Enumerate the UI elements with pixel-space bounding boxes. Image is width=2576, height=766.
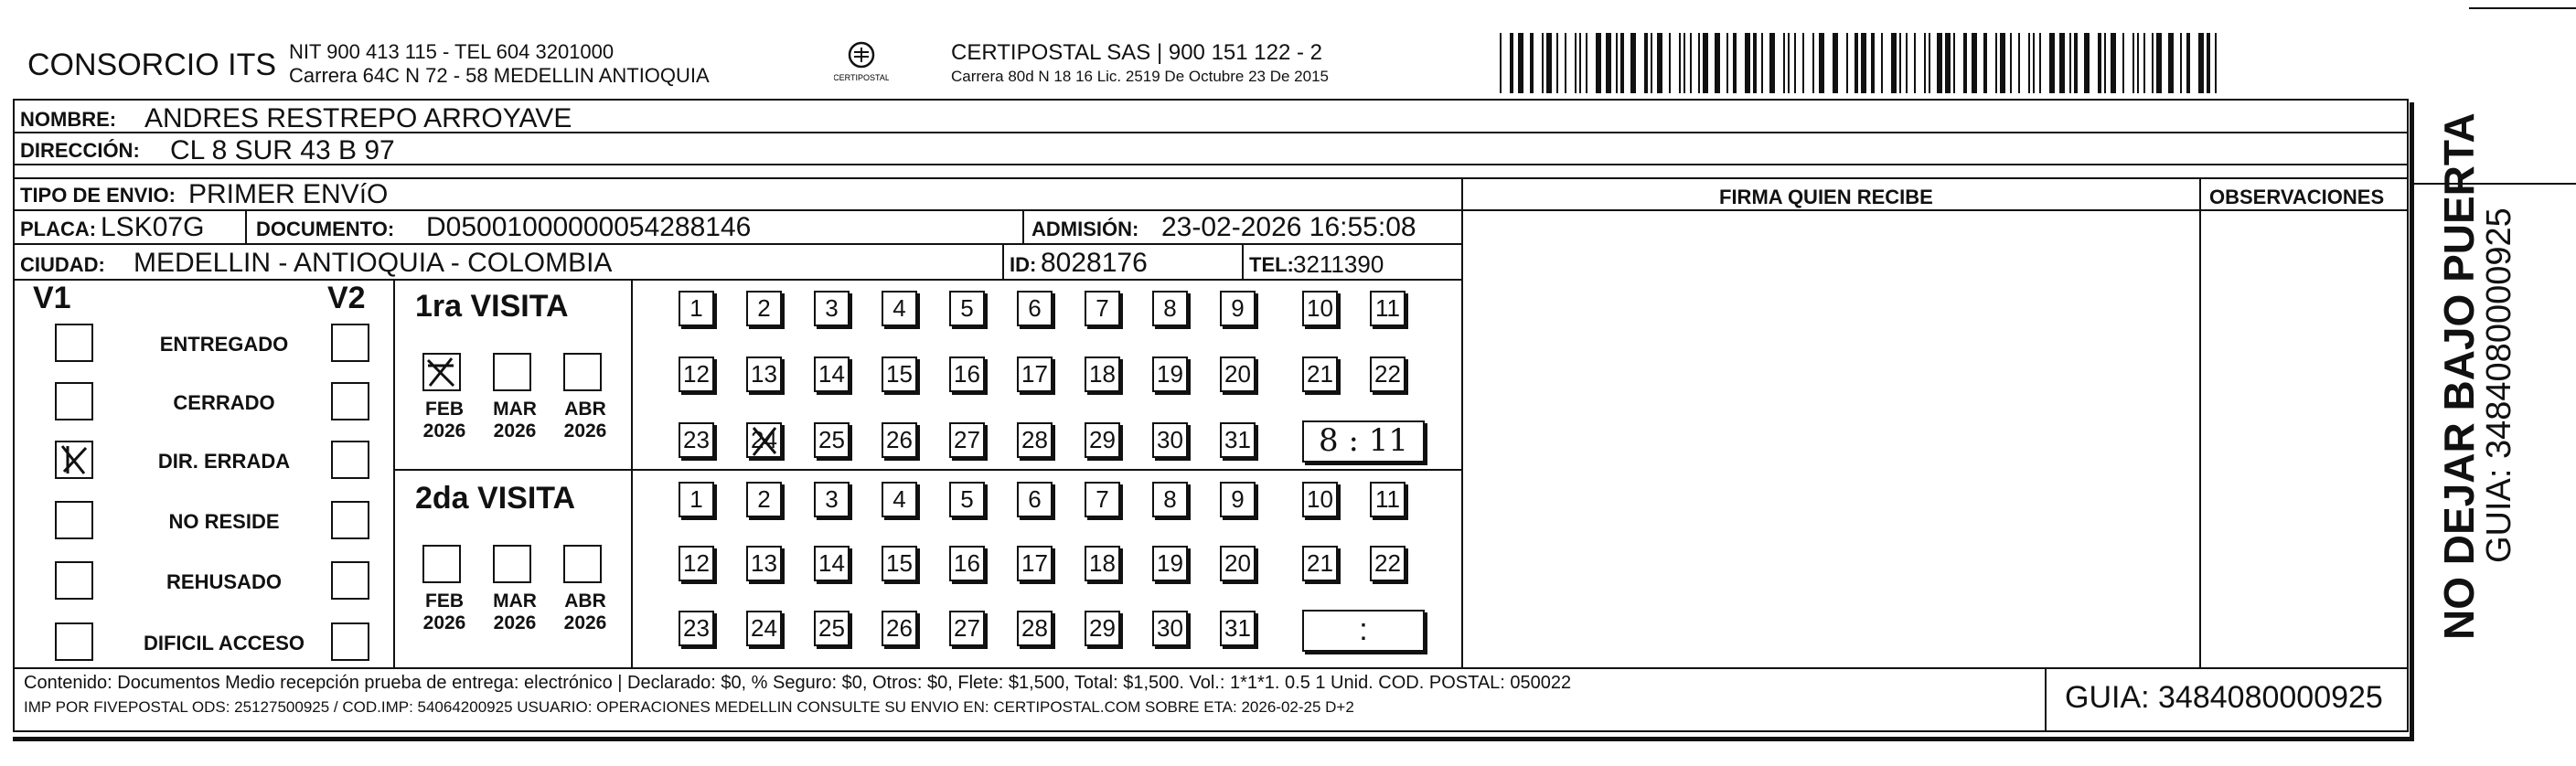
day-box[interactable]: 25 xyxy=(814,611,850,646)
barcode-bar xyxy=(1733,33,1737,93)
barcode-bar xyxy=(2049,33,2055,93)
barcode-bar xyxy=(1995,33,1997,93)
day-box[interactable]: 16 xyxy=(949,356,985,392)
barcode-bar xyxy=(1651,33,1652,93)
status-option-label: CERRADO xyxy=(173,391,275,414)
day-box[interactable]: 14 xyxy=(814,546,850,581)
col-line xyxy=(393,279,395,667)
barcode-bar xyxy=(2039,33,2041,93)
month-name: MAR xyxy=(493,399,537,420)
barcode-bar xyxy=(1683,33,1685,93)
first-visit-title: 1ra VISITA xyxy=(415,289,569,324)
day-box[interactable]: 21 xyxy=(1302,546,1338,581)
v2-checkbox[interactable] xyxy=(331,561,369,600)
v2-checkbox[interactable] xyxy=(331,622,369,661)
day-box[interactable]: 3 xyxy=(814,482,850,517)
barcode-bar xyxy=(1783,33,1785,93)
barcode-bar xyxy=(2084,33,2090,93)
id-value: 8028176 xyxy=(1041,248,1148,278)
barcode-bar xyxy=(1630,33,1636,93)
col-line xyxy=(1022,209,1024,243)
barcode-bar xyxy=(1929,33,1930,93)
day-box[interactable]: 12 xyxy=(679,356,714,392)
day-box[interactable]: 7 xyxy=(1085,482,1120,517)
status-option-label: ENTREGADO xyxy=(159,333,289,356)
barcode-bar xyxy=(2180,33,2182,93)
day-box[interactable]: 23 xyxy=(679,611,714,646)
side-notice: NO DEJAR BAJO PUERTA xyxy=(2435,112,2483,640)
nombre-value: ANDRES RESTREPO ARROYAVE xyxy=(144,103,572,133)
day-box[interactable]: 27 xyxy=(949,422,985,458)
v1-checkbox[interactable] xyxy=(55,501,93,539)
v2-checkbox[interactable] xyxy=(331,441,369,479)
row-line xyxy=(1463,209,2409,211)
direccion-value: CL 8 SUR 43 B 97 xyxy=(170,135,395,165)
month-year: 2026 xyxy=(493,612,537,633)
col-line xyxy=(631,279,633,667)
day-box[interactable]: 26 xyxy=(882,422,917,458)
day-box[interactable]: 13 xyxy=(746,356,782,392)
barcode-bar xyxy=(1983,33,1987,93)
day-box[interactable]: 31 xyxy=(1220,422,1256,458)
x-mark-icon xyxy=(424,355,459,389)
day-box[interactable]: 2 xyxy=(746,482,782,517)
status-option-label: NO RESIDE xyxy=(168,510,280,533)
day-box[interactable]: 28 xyxy=(1017,422,1053,458)
status-option-label: REHUSADO xyxy=(166,570,282,593)
barcode-bar xyxy=(1861,33,1866,93)
day-box[interactable]: 30 xyxy=(1152,422,1188,458)
barcode-bar xyxy=(1891,33,1897,93)
admision-value: 23-02-2026 16:55:08 xyxy=(1161,212,1416,242)
barcode-bar xyxy=(1819,33,1824,93)
barcode-bar xyxy=(1745,33,1750,93)
day-box[interactable]: 6 xyxy=(1017,291,1053,326)
barcode-bar xyxy=(1644,33,1648,93)
day-box[interactable]: 2 xyxy=(746,291,782,326)
day-box[interactable]: 5 xyxy=(949,482,985,517)
v2-checkbox[interactable] xyxy=(331,324,369,362)
month-year: 2026 xyxy=(563,612,607,633)
month-name: MAR xyxy=(493,590,537,612)
barcode-bar xyxy=(1794,33,1796,93)
day-box[interactable]: 22 xyxy=(1370,546,1406,581)
day-box-checked[interactable]: 24 xyxy=(746,422,782,458)
month-year: 2026 xyxy=(563,420,607,442)
day-box[interactable]: 11 xyxy=(1370,482,1406,517)
barcode-bar xyxy=(1899,33,1901,93)
second-visit-time[interactable] xyxy=(1302,610,1425,652)
day-box[interactable]: 26 xyxy=(882,611,917,646)
barcode-bar xyxy=(1546,33,1552,93)
v1-checkbox-checked[interactable] xyxy=(55,441,93,479)
barcode-bar xyxy=(2018,33,2020,93)
col-line xyxy=(1242,243,1244,279)
barcode-bar xyxy=(2207,33,2210,93)
barcode-bar xyxy=(1690,33,1692,93)
col-line xyxy=(2199,177,2201,667)
month-year: 2026 xyxy=(493,420,537,442)
month-name: ABR xyxy=(564,399,606,420)
barcode-bar xyxy=(1914,33,1916,93)
day-box[interactable]: 27 xyxy=(949,611,985,646)
barcode-bar xyxy=(1812,33,1814,93)
day-box[interactable]: 17 xyxy=(1017,356,1053,392)
firma-header: FIRMA QUIEN RECIBE xyxy=(1719,186,1933,208)
second-visit-title: 2da VISITA xyxy=(415,481,576,516)
barcode-bar xyxy=(1575,33,1577,93)
barcode-bar xyxy=(2000,33,2005,93)
first-visit-time-value: 8 : 11 xyxy=(1319,422,1408,459)
month-checkbox-abr[interactable] xyxy=(563,353,602,391)
barcode-bar xyxy=(1579,33,1581,93)
day-box[interactable]: 9 xyxy=(1220,482,1256,517)
footer-guia: GUIA: 3484080000925 xyxy=(2065,680,2383,715)
day-box[interactable]: 5 xyxy=(949,291,985,326)
day-box[interactable]: 25 xyxy=(814,422,850,458)
barcode-bar xyxy=(2143,33,2145,93)
day-box[interactable]: 30 xyxy=(1152,611,1188,646)
side-guia: GUIA: 3484080000925 xyxy=(2480,207,2518,563)
x-mark-icon xyxy=(57,442,91,477)
barcode-bar xyxy=(1715,33,1720,93)
v2-checkbox[interactable] xyxy=(331,382,369,420)
bottom-shadow xyxy=(13,737,2414,741)
row-line xyxy=(13,279,1462,281)
day-box[interactable]: 10 xyxy=(1302,291,1338,326)
barcode-bar xyxy=(1906,33,1908,93)
row-line xyxy=(13,243,1462,245)
barcode-bar xyxy=(1963,33,1967,93)
day-box[interactable]: 7 xyxy=(1085,291,1120,326)
month-name: FEB xyxy=(425,590,464,612)
month-checkbox-feb[interactable] xyxy=(422,545,461,583)
nombre-label: NOMBRE: xyxy=(20,108,117,131)
col-line xyxy=(2045,667,2047,732)
barcode-bar xyxy=(2198,33,2204,93)
day-box[interactable]: 20 xyxy=(1220,356,1256,392)
second-visit-time-value: : xyxy=(1359,612,1368,647)
ciudad-label: CIUDAD: xyxy=(20,253,105,276)
day-box[interactable]: 15 xyxy=(882,356,917,392)
row-line xyxy=(1463,177,2409,179)
barcode-bar xyxy=(1788,33,1790,93)
first-visit-time[interactable] xyxy=(1302,420,1425,463)
barcode-bar xyxy=(1769,33,1775,93)
day-box[interactable]: 18 xyxy=(1085,546,1120,581)
barcode-bar xyxy=(1606,33,1611,93)
day-box[interactable]: 15 xyxy=(882,546,917,581)
footer-line-1: Contenido: Documentos Medio recepción prueba de entrega: electrónico | Declarado: $0, % Seguro: $0, Otros: $0, Flete: $1,500, Total: $1,500. Vol.: 1*1*1. 0.5 1 Unid. COD. POSTAL: 050022 xyxy=(24,673,1572,693)
barcode-bar xyxy=(2122,33,2124,93)
license-line: Carrera 80d N 18 16 Lic. 2519 De Octubre 23 De 2015 xyxy=(951,68,1329,85)
day-box[interactable]: 9 xyxy=(1220,291,1256,326)
documento-label: DOCUMENTO: xyxy=(256,218,395,240)
day-box[interactable]: 1 xyxy=(679,482,714,517)
barcode-bar xyxy=(2098,33,2101,93)
barcode-bar xyxy=(2033,33,2035,93)
col-line xyxy=(1002,243,1004,279)
placa-label: PLACA: xyxy=(20,218,97,240)
barcode-bar xyxy=(1937,33,1942,93)
barcode-bar xyxy=(1565,33,1566,93)
day-box[interactable]: 17 xyxy=(1017,546,1053,581)
status-option-label: DIR. ERRADA xyxy=(157,450,291,473)
day-box[interactable]: 23 xyxy=(679,422,714,458)
barcode-bar xyxy=(1556,33,1558,93)
admision-label: ADMISIÓN: xyxy=(1031,218,1139,240)
day-box[interactable]: 12 xyxy=(679,546,714,581)
month-year: 2026 xyxy=(422,420,466,442)
day-box[interactable]: 14 xyxy=(814,356,850,392)
barcode-bar xyxy=(1510,33,1513,93)
col-line xyxy=(1461,177,1463,667)
col-line xyxy=(245,209,247,243)
barcode-bar xyxy=(2111,33,2116,93)
month-name: ABR xyxy=(564,590,606,612)
day-box[interactable]: 31 xyxy=(1220,611,1256,646)
barcode-bar xyxy=(1855,33,1858,93)
placa-value: LSK07G xyxy=(101,212,205,242)
barcode-bar xyxy=(1881,33,1883,93)
barcode-bar xyxy=(1616,33,1618,93)
barcode-bar xyxy=(2104,33,2106,93)
day-box[interactable]: 18 xyxy=(1085,356,1120,392)
corner-line xyxy=(2469,7,2576,9)
v1-checkbox[interactable] xyxy=(55,382,93,420)
barcode-bar xyxy=(2074,33,2078,93)
logo-text: CERTIPOSTAL xyxy=(834,73,889,82)
barcode-bar xyxy=(1586,33,1587,93)
row-line xyxy=(393,469,1461,471)
barcode-bar xyxy=(1924,33,1926,93)
day-box[interactable]: 16 xyxy=(949,546,985,581)
barcode-bar xyxy=(2156,33,2162,93)
barcode-bar xyxy=(2059,33,2065,93)
barcode-bar xyxy=(2168,33,2174,93)
barcode-bar xyxy=(2152,33,2154,93)
courier-line: CERTIPOSTAL SAS | 900 151 122 - 2 xyxy=(951,40,1322,65)
tipo-envio-value: PRIMER ENVíO xyxy=(188,179,389,209)
company-name: CONSORCIO ITS xyxy=(27,48,277,82)
barcode-bar xyxy=(1703,33,1708,93)
v2-label: V2 xyxy=(327,281,366,315)
barcode-bar xyxy=(1753,33,1757,93)
id-label: ID: xyxy=(1010,253,1037,276)
v1-checkbox[interactable] xyxy=(55,622,93,661)
day-box[interactable]: 19 xyxy=(1152,546,1188,581)
v1-checkbox[interactable] xyxy=(55,324,93,362)
month-year: 2026 xyxy=(422,612,466,633)
v1-checkbox[interactable] xyxy=(55,561,93,600)
barcode-bar xyxy=(1542,33,1544,93)
day-box[interactable]: 8 xyxy=(1152,291,1188,326)
barcode-bar xyxy=(2132,33,2134,93)
day-box[interactable]: 29 xyxy=(1085,422,1120,458)
barcode-bar xyxy=(1620,33,1624,93)
barcode-bar xyxy=(1972,33,1977,93)
documento-value: D05001000000054288146 xyxy=(426,212,752,242)
barcode-bar xyxy=(2137,33,2139,93)
month-checkbox-mar[interactable] xyxy=(493,545,531,583)
company-address: Carrera 64C N 72 - 58 MEDELLIN ANTIOQUIA xyxy=(289,64,710,87)
day-box[interactable]: 22 xyxy=(1370,356,1406,392)
barcode-bar xyxy=(1761,33,1763,93)
barcode-bar xyxy=(1802,33,1804,93)
barcode-bar xyxy=(1833,33,1838,93)
month-checkbox-abr[interactable] xyxy=(563,545,602,583)
barcode-bar xyxy=(1518,33,1523,93)
barcode-bar xyxy=(1945,33,1951,93)
day-box[interactable]: 29 xyxy=(1085,611,1120,646)
barcode-bar xyxy=(1679,33,1681,93)
barcode-bar xyxy=(2028,33,2030,93)
direccion-label: DIRECCIÓN: xyxy=(20,139,140,162)
tel-value: 3211390 xyxy=(1293,250,1384,278)
barcode-bar xyxy=(1500,33,1502,93)
v2-checkbox[interactable] xyxy=(331,501,369,539)
certipostal-logo xyxy=(834,37,889,90)
ciudad-value: MEDELLIN - ANTIOQUIA - COLOMBIA xyxy=(134,248,613,278)
day-box[interactable]: 4 xyxy=(882,291,917,326)
day-box[interactable]: 20 xyxy=(1220,546,1256,581)
observaciones-header: OBSERVACIONES xyxy=(2209,186,2385,208)
v1-label: V1 xyxy=(33,281,71,315)
day-box[interactable]: 24 xyxy=(746,611,782,646)
barcode-bar xyxy=(2215,33,2217,93)
day-box[interactable]: 3 xyxy=(814,291,850,326)
month-checkbox-feb[interactable] xyxy=(422,353,461,391)
barcode xyxy=(1500,33,2222,93)
tipo-envio-label: TIPO DE ENVIO: xyxy=(20,184,176,207)
barcode-bar xyxy=(1596,33,1601,93)
barcode-bar xyxy=(2186,33,2190,93)
day-box[interactable]: 1 xyxy=(679,291,714,326)
month-checkbox-mar[interactable] xyxy=(493,353,531,391)
barcode-bar xyxy=(1698,33,1700,93)
barcode-bar xyxy=(1669,33,1671,93)
barcode-bar xyxy=(2069,33,2071,93)
status-option-label: DIFICIL ACCESO xyxy=(143,632,305,654)
day-box[interactable]: 19 xyxy=(1152,356,1188,392)
barcode-bar xyxy=(1871,33,1875,93)
barcode-bar xyxy=(1846,33,1848,93)
month-name: FEB xyxy=(425,399,464,420)
barcode-bar xyxy=(2010,33,2012,93)
tel-label: TEL: xyxy=(1249,253,1294,276)
day-box[interactable]: 13 xyxy=(746,546,782,581)
barcode-bar xyxy=(1726,33,1728,93)
barcode-bar xyxy=(1530,33,1534,93)
day-box[interactable]: 21 xyxy=(1302,356,1338,392)
barcode-bar xyxy=(1953,33,1955,93)
day-box[interactable]: 28 xyxy=(1017,611,1053,646)
day-box[interactable]: 8 xyxy=(1152,482,1188,517)
barcode-bar xyxy=(1657,33,1662,93)
right-shadow xyxy=(2410,102,2414,740)
row-line xyxy=(13,667,2409,669)
footer-line-2: IMP POR FIVEPOSTAL ODS: 25127500925 / COD.IMP: 54064200925 USUARIO: OPERACIONES MEDELLIN CONSULTE SU ENVIO EN: CERTIPOSTAL.COM SOBRE ETA: 2026-02-25 D+2 xyxy=(24,698,1354,716)
day-box[interactable]: 4 xyxy=(882,482,917,517)
company-nit: NIT 900 413 115 - TEL 604 3201000 xyxy=(289,40,615,63)
x-mark-icon xyxy=(748,424,781,457)
day-box[interactable]: 11 xyxy=(1370,291,1406,326)
day-box[interactable]: 10 xyxy=(1302,482,1338,517)
day-box[interactable]: 6 xyxy=(1017,482,1053,517)
